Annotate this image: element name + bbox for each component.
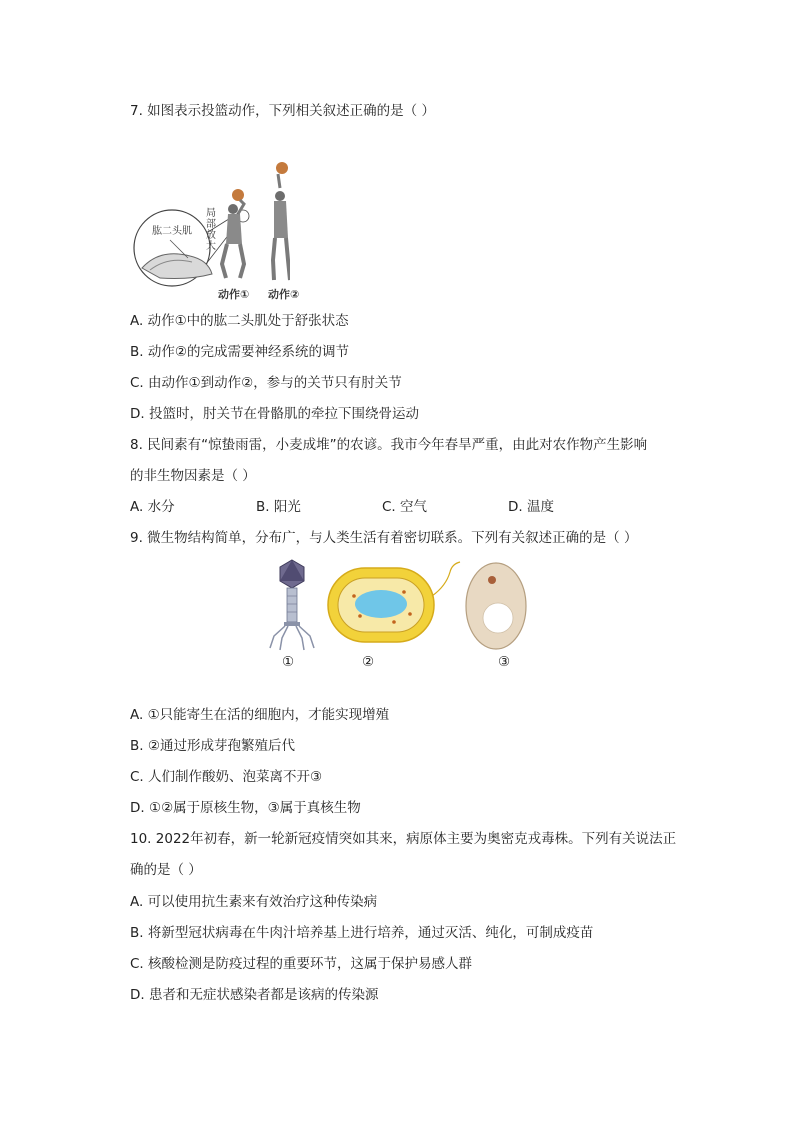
muscle-label: 肱二头肌 <box>152 226 192 237</box>
q7-stem: 7. 如图表示投篮动作，下列相关叙述正确的是（ ） <box>130 103 435 119</box>
q9-figure <box>264 556 534 672</box>
action2-label: 动作② <box>268 288 300 301</box>
microorganisms-illustration <box>264 556 534 652</box>
figure-label-1: ① <box>282 654 295 670</box>
q7-option-c: C. 由动作①到动作②，参与的关节只有肘关节 <box>130 375 402 391</box>
q9-option-b: B. ②通过形成芽孢繁殖后代 <box>130 738 295 754</box>
q9-option-d: D. ①②属于原核生物，③属于真核生物 <box>130 800 361 816</box>
q8-option-a: A. 水分 <box>130 499 175 515</box>
q7-option-b: B. 动作②的完成需要神经系统的调节 <box>130 344 349 360</box>
q10-option-c: C. 核酸检测是防疫过程的重要环节，这属于保护易感人群 <box>130 956 473 972</box>
q7-option-a: A. 动作①中的肱二头肌处于舒张状态 <box>130 313 349 329</box>
q8-option-c: C. 空气 <box>382 499 428 515</box>
q10-stem-line2: 确的是（ ） <box>130 862 202 878</box>
q8-stem-line1: 8. 民间素有“惊蛰雨雷，小麦成堆”的农谚。我市今年春旱严重，由此对农作物产生影响 <box>130 437 648 453</box>
q7-figure <box>130 160 300 306</box>
q10-stem-line1: 10. 2022年初春，新一轮新冠疫情突如其来，病原体主要为奥密克戎毒株。下列有关说法正 <box>130 831 677 847</box>
q10-option-b: B. 将新型冠状病毒在牛肉汁培养基上进行培养，通过灭活、纯化，可制成疫苗 <box>130 925 594 941</box>
bacterium-drawing <box>328 562 460 642</box>
q9-option-c: C. 人们制作酸奶、泡菜离不开③ <box>130 769 323 785</box>
q10-option-d: D. 患者和无症状感染者都是该病的传染源 <box>130 987 379 1003</box>
figure-label-3: ③ <box>498 654 511 670</box>
action1-label: 动作① <box>218 288 250 301</box>
figure-label-2: ② <box>362 654 375 670</box>
q8-option-b: B. 阳光 <box>256 499 301 515</box>
q7-option-d: D. 投篮时，肘关节在骨骼肌的牵拉下围绕骨运动 <box>130 406 419 422</box>
bacteriophage-drawing <box>270 560 314 650</box>
q9-option-a: A. ①只能寄生在活的细胞内，才能实现增殖 <box>130 707 390 723</box>
yeast-drawing <box>466 563 526 649</box>
q8-option-d: D. 温度 <box>508 499 554 515</box>
q8-stem-line2: 的非生物因素是（ ） <box>130 468 256 484</box>
zoom-label: 局部放大 <box>206 208 216 252</box>
q10-option-a: A. 可以使用抗生素来有效治疗这种传染病 <box>130 894 378 910</box>
q9-stem: 9. 微生物结构简单，分布广，与人类生活有着密切联系。下列有关叙述正确的是（ ） <box>130 530 638 546</box>
